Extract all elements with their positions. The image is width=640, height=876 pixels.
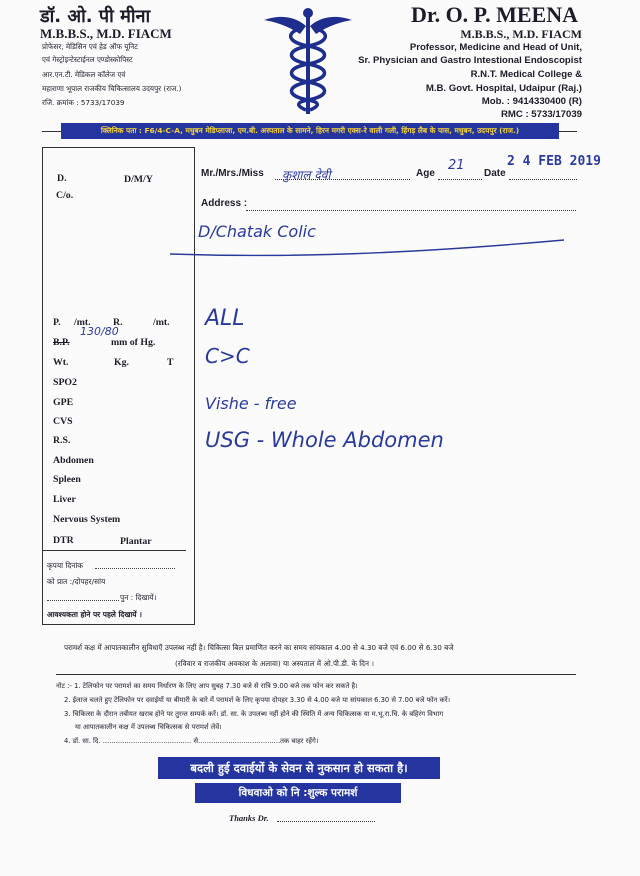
consult-info-line: परामर्श कक्ष में आपातकालीन सुविधाएँ उपलब्ध नहीं है। चिकित्सा बिल प्रमाणित करने का समय सांयकाल 4.00 से 4.30 बजे एवं 6.00 से 6.30 बजे xyxy=(64,643,454,652)
pulse-label: P. xyxy=(53,317,61,328)
exam-item: SPO2 xyxy=(53,377,77,388)
thanks-label: Thanks Dr. xyxy=(229,813,269,823)
rx-note: Vishe - free xyxy=(205,394,297,413)
hindi-title-line: महाराणा भूपाल राजकीय चिकित्सालय उदयपुर (राज.) xyxy=(42,84,182,93)
address-value: D/Chatak Colic xyxy=(198,222,316,241)
doctor-name-hindi: डॉ. ओ. पी मीना xyxy=(40,6,151,27)
dtr-label: DTR xyxy=(53,535,74,546)
hindi-title-line: प्रोफेसर, मेडिसिन एवं हेड ऑफ यूनिट xyxy=(42,42,138,51)
pulse-unit: /mt. xyxy=(74,317,91,328)
hindi-title-line: आर.एन.टी. मेडिकल कॉलेज एवं xyxy=(42,70,126,79)
temp-label: T xyxy=(167,357,174,368)
divider xyxy=(559,131,577,132)
divider xyxy=(43,550,186,551)
bp-label: B.P. xyxy=(53,337,70,348)
followup-revisit-label: पुन : दिखायें। xyxy=(120,593,157,602)
exam-item: Nervous System xyxy=(53,514,121,525)
note-line: 4. डॉ. सा. दि. ......................................... से......................................तक बाहर रहेंगे। xyxy=(64,737,319,745)
note-line: 2. ईलाज चलते हुए टेलिफोन पर दवाईयों या बीमारी के बारे में परामर्श के लिए कृपया दोपहर 3.30 से 4.00 बजे या सांयकाल 6.30 से 7.00 बजे फोन करें। xyxy=(64,696,451,704)
exam-item: Spleen xyxy=(53,474,81,485)
dob-label: D. xyxy=(57,173,67,184)
bp-value: 130/80 xyxy=(80,325,119,338)
kg-label: Kg. xyxy=(114,357,129,368)
date-label: Date xyxy=(484,168,506,179)
followup-note: आवश्यकता होने पर पहले दिखायें । xyxy=(47,610,142,619)
english-title-line: M.B. Govt. Hospital, Udaipur (Raj.) xyxy=(425,83,582,94)
english-title-line: R.N.T. Medical College & xyxy=(470,69,582,80)
exam-item: R.S. xyxy=(53,435,71,446)
dotted-line xyxy=(277,821,375,822)
divider xyxy=(42,131,61,132)
dotted-line xyxy=(438,179,482,180)
note-line: 3. चिकित्सा के दौरान तबीयत खराब होने पर तुरन्त सम्पर्क करें। डॉ. सा. के उपलब्ध नहीं होने की स्थिति में अन्य चिकित्सक या म.भू.रा.चि. के बहिरंग विभाग xyxy=(64,710,444,718)
resp-unit: /mt. xyxy=(153,317,170,328)
exam-item: CVS xyxy=(53,416,73,427)
note-line: नोट :- 1. टेलिफोन पर परामर्श का समय निर्धारण के लिए आप सुबह 7.30 बजे से रात्रि 9.00 बजे तक फोन कर सकते है। xyxy=(56,682,358,690)
weight-label: Wt. xyxy=(53,357,69,368)
registration-number: रजि. क्रमांक : 5733/17039 xyxy=(42,98,125,107)
hindi-title-line: एवं गेस्ट्रोइन्टेस्टाईनल एण्डोस्कोपिस्ट xyxy=(42,55,133,64)
handwritten-stroke xyxy=(168,232,568,262)
consult-info-line: (रविवार व राजकीय अवकाश के अलावा) या अस्पताल में ओ.पी.डी. के दिन । xyxy=(175,659,374,668)
patient-name-value: कुशाल देवी xyxy=(282,168,331,182)
dotted-line xyxy=(246,210,576,211)
doctor-name-english: Dr. O. P. MEENA xyxy=(410,2,578,27)
exam-item: Liver xyxy=(53,494,76,505)
address-label: Address : xyxy=(201,198,248,209)
dotted-line xyxy=(95,568,175,569)
english-title-line: Sr. Physician and Gastro Intestional Endoscopist xyxy=(358,55,582,66)
rmc-number: RMC : 5733/17039 xyxy=(500,109,582,120)
plantar-label: Plantar xyxy=(120,536,152,547)
age-value: 21 xyxy=(448,158,465,173)
free-consult-banner: विधवाओ को नि :शुल्क परामर्श xyxy=(195,783,401,803)
patient-name-label: Mr./Mrs./Miss xyxy=(201,168,264,179)
followup-time-label: को प्रात :/दोपहर/सांय xyxy=(47,577,106,586)
degrees-english: M.B.B.S., M.D. FIACM xyxy=(460,27,582,41)
care-of-label: C/o. xyxy=(56,190,74,201)
followup-date-label: कृपया दिनांक xyxy=(47,561,83,570)
dotted-line xyxy=(509,179,577,180)
exam-item: GPE xyxy=(53,397,74,408)
dotted-line xyxy=(47,600,119,601)
degrees-hindi-side: M.B.B.S., M.D. FIACM xyxy=(40,26,172,41)
resp-label: R. xyxy=(113,317,123,328)
exam-item: Abdomen xyxy=(53,455,94,466)
english-title-line: Professor, Medicine and Head of Unit, xyxy=(409,42,582,53)
note-line: या आपातकालीन कक्ष में उपलब्ध चिकित्सक से परामर्श लेवें। xyxy=(75,723,222,731)
rx-note: ALL xyxy=(205,306,245,331)
divider xyxy=(56,674,576,675)
date-stamp: 2 4 FEB 2019 xyxy=(507,154,601,169)
mobile-number: Mob. : 9414330400 (R) xyxy=(481,96,582,107)
clinic-address-banner: क्लिनिक पता : F6/4-C-A, मधुबन मेडिप्लाजा, एम.बी. अस्पताल के सामने, हिरन मगरी एक्स-रे वाली गली, हिंगड़ लैब के पास, मधुबन, उदयपुर (राज.) xyxy=(61,123,559,139)
rx-note: C>C xyxy=(205,344,250,368)
rx-note: USG - Whole Abdomen xyxy=(205,428,444,452)
medicine-warning-banner: बदली हुई दवाईयों के सेवन से नुकसान हो सकता है। xyxy=(158,757,440,779)
caduceus-logo-icon xyxy=(262,6,354,118)
dmy-label: D/M/Y xyxy=(124,174,153,185)
bp-unit: mm of Hg. xyxy=(111,337,156,348)
age-label: Age xyxy=(416,168,435,179)
